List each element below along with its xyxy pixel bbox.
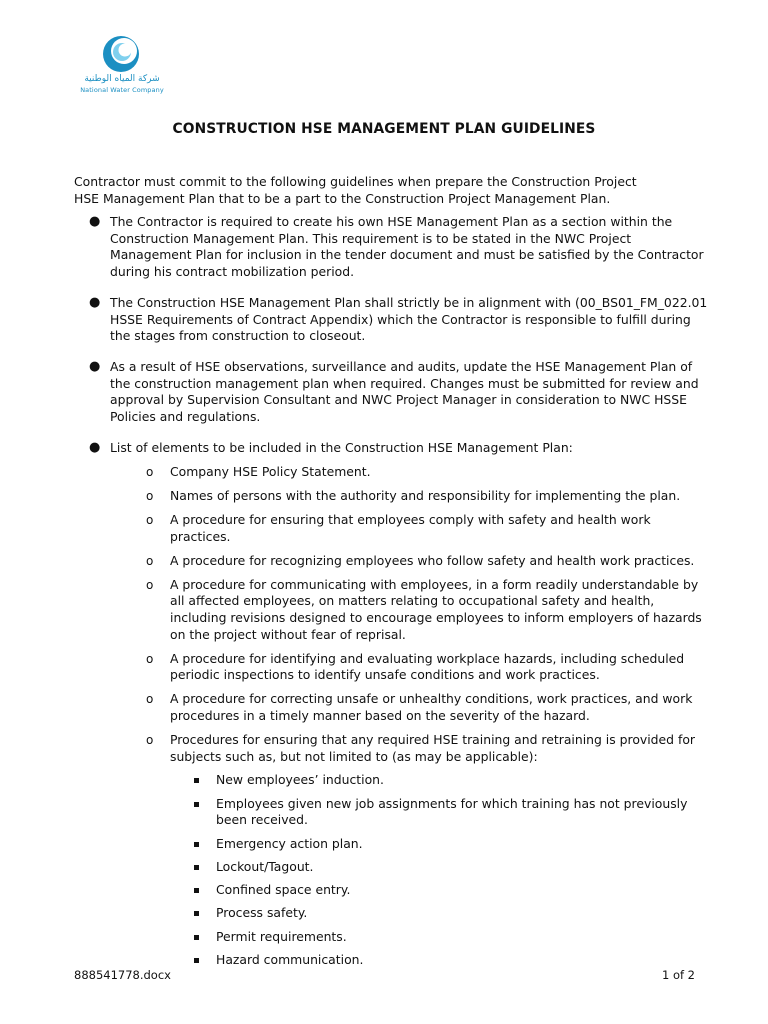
- guideline-item: [74, 214, 714, 281]
- element-text: Company HSE Policy Statement.: [170, 464, 371, 480]
- element-item: [110, 651, 714, 684]
- company-logo: [74, 34, 170, 98]
- training-subject-text: New employees’ induction.: [216, 772, 384, 788]
- circle-bullet-icon: o: [146, 577, 154, 592]
- training-subject-item: [170, 882, 714, 899]
- guideline-item: [74, 440, 714, 969]
- bullet-dot-icon: ●: [89, 439, 101, 455]
- training-subject-item: [170, 929, 714, 946]
- footer-page-number: 1 of 2: [661, 968, 695, 982]
- circle-bullet-icon: o: [146, 553, 154, 568]
- square-bullet-icon: [194, 911, 199, 916]
- training-subject-text: Process safety.: [216, 905, 308, 921]
- training-subjects-list: [170, 772, 714, 968]
- element-item: [110, 732, 714, 969]
- circle-bullet-icon: o: [146, 489, 154, 504]
- training-subject-item: [170, 772, 714, 789]
- guidelines-list: [74, 214, 714, 983]
- element-item: [110, 488, 714, 505]
- bullet-dot-icon: ●: [89, 358, 101, 374]
- guideline-text: List of elements to be included in the Construction HSE Management Plan:: [110, 439, 573, 455]
- training-subject-item: [170, 952, 714, 969]
- intro-paragraph: Contractor must commit to the following guidelines when prepare the Construction Project HSE Management Plan that to be a part to the Construction Project Management Plan.: [74, 174, 637, 206]
- square-bullet-icon: [194, 778, 199, 783]
- element-text: A procedure for ensuring that employees comply with safety and health work practices.: [170, 512, 651, 544]
- guideline-item: [74, 295, 714, 345]
- training-subject-text: Confined space entry.: [216, 882, 351, 898]
- guideline-text: The Construction HSE Management Plan shall strictly be in alignment with (00_BS01_FM_022.01 HSSE Requirements of Contract Appendix) which the Contractor is responsible to fulfill during the stages from construction to closeout.: [110, 294, 708, 344]
- training-subject-item: [170, 836, 714, 853]
- element-text: Procedures for ensuring that any required HSE training and retraining is provided for subjects such as, but not limited to (as may be applicable):: [170, 731, 696, 764]
- training-subject-text: Hazard communication.: [216, 952, 364, 968]
- square-bullet-icon: [194, 802, 199, 807]
- training-subject-item: [170, 905, 714, 922]
- element-item: [110, 464, 714, 481]
- element-item: [110, 577, 714, 644]
- training-subject-text: Employees given new job assignments for which training has not previously been received.: [216, 795, 688, 828]
- bullet-dot-icon: ●: [89, 294, 101, 310]
- logo-swirl-icon: [100, 34, 142, 74]
- elements-list: [110, 464, 714, 968]
- training-subject-item: [170, 796, 714, 829]
- element-item: [110, 512, 714, 545]
- footer-filename: 888541778.docx: [74, 968, 171, 982]
- circle-bullet-icon: o: [146, 732, 154, 747]
- logo-arabic-text: شركة المياه الوطنية: [84, 74, 160, 84]
- circle-bullet-icon: o: [146, 692, 154, 707]
- training-subject-item: [170, 859, 714, 876]
- training-subject-text: Lockout/Tagout.: [216, 858, 314, 874]
- element-text: A procedure for identifying and evaluating workplace hazards, including scheduled periodic inspections to identify unsafe conditions and work practices.: [170, 650, 685, 683]
- guideline-text: The Contractor is required to create his own HSE Management Plan as a section within the Construction Management Plan. This requirement is to be stated in the NWC Project Management Plan for inclusion in the tender document and must be satisfied by the Contractor during his contract mobilization period.: [110, 214, 704, 280]
- bullet-dot-icon: ●: [89, 214, 101, 229]
- square-bullet-icon: [194, 935, 199, 940]
- circle-bullet-icon: o: [146, 513, 154, 528]
- element-text: A procedure for communicating with employees, in a form readily understandable by all affected employees, on matters relating to occupational safety and health, including revisions designed to encourage employees to inform employers of hazards on the project without fear of reprisal.: [170, 576, 702, 642]
- logo-english-text: National Water Company: [80, 86, 164, 94]
- element-item: [110, 553, 714, 570]
- square-bullet-icon: [194, 842, 199, 847]
- square-bullet-icon: [194, 958, 199, 963]
- circle-bullet-icon: o: [146, 465, 154, 480]
- training-subject-text: Emergency action plan.: [216, 835, 363, 851]
- element-text: A procedure for recognizing employees who follow safety and health work practices.: [170, 552, 695, 568]
- training-subject-text: Permit requirements.: [216, 928, 347, 944]
- guideline-text: As a result of HSE observations, surveillance and audits, update the HSE Management Plan of the construction management plan when required. Changes must be submitted for review and approval by Supervision Consultant and NWC Project Manager in consideration to NWC HSSE Policies and regulations.: [110, 358, 699, 425]
- guideline-item: [74, 359, 714, 426]
- element-item: [110, 691, 714, 724]
- element-text: A procedure for correcting unsafe or unhealthy conditions, work practices, and work procedures in a timely manner based on the severity of the hazard.: [170, 691, 693, 723]
- square-bullet-icon: [194, 888, 199, 893]
- document-title: CONSTRUCTION HSE MANAGEMENT PLAN GUIDELINES: [172, 121, 596, 137]
- square-bullet-icon: [194, 865, 199, 870]
- element-text: Names of persons with the authority and responsibility for implementing the plan.: [170, 488, 681, 504]
- circle-bullet-icon: o: [146, 651, 154, 666]
